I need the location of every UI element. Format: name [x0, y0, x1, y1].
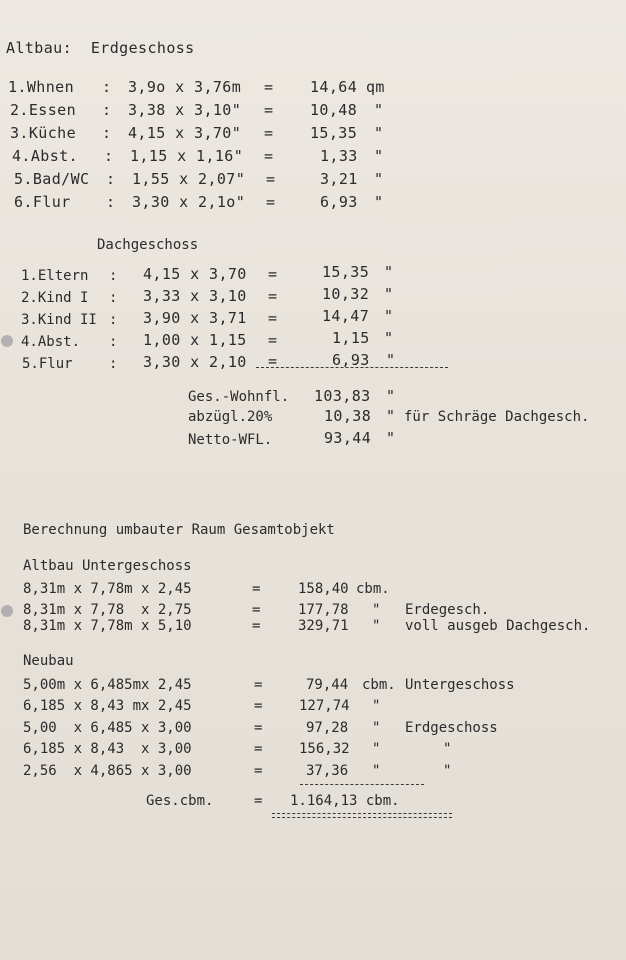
volume-unit: ": [372, 763, 381, 779]
faint-mark: [190, 8, 201, 24]
room-dimensions: 4,15 x 3,70: [143, 265, 247, 283]
row-equals: =: [268, 331, 278, 349]
room-dimensions: 1,55 x 2,07": [132, 170, 246, 188]
totals-note: für Schräge Dachgesch.: [404, 409, 590, 425]
volume-note: Untergeschoss: [405, 677, 515, 693]
row-equals: =: [254, 677, 263, 693]
volume-note: Erdgeschoss: [405, 720, 498, 736]
volume-value: 79,44: [306, 677, 349, 693]
volume-note: ": [443, 763, 452, 779]
double-underline: [272, 813, 452, 818]
grand-total-value: 1.164,13 cbm.: [290, 793, 400, 809]
volume-dimensions: 8,31m x 7,78 x 2,75: [23, 602, 192, 618]
room-unit: qm: [366, 78, 385, 96]
room-name: 2.Essen: [10, 101, 77, 119]
volume-unit: ": [372, 618, 381, 634]
row-equals: =: [252, 581, 261, 597]
totals-label: abzügl.20%: [188, 409, 273, 425]
altbau-ug-heading: Altbau Untergeschoss: [23, 558, 192, 574]
room-name: 3.Küche: [10, 124, 77, 142]
room-dimensions: 1,15 x 1,16": [130, 147, 244, 165]
room-area: 10,48: [310, 101, 358, 119]
volume-dimensions: 5,00m x 6,485mx 2,45: [23, 677, 192, 693]
volume-note: voll ausgeb Dachgesch.: [405, 618, 591, 634]
room-unit: ": [374, 170, 384, 188]
room-area: 15,35: [310, 124, 358, 142]
sum-underline: [300, 784, 424, 785]
punch-hole: [1, 335, 13, 347]
volume-dimensions: 6,185 x 8,43 mx 2,45: [23, 698, 192, 714]
room-unit: ": [384, 263, 394, 281]
room-dimensions: 3,30 x 2,1o": [132, 193, 246, 211]
row-equals: =: [254, 741, 263, 757]
volume-unit: ": [372, 698, 381, 714]
room-area: 1,33: [320, 147, 358, 165]
totals-value: 10,38: [324, 407, 372, 425]
row-colon: :: [104, 147, 114, 165]
room-area: 3,21: [320, 170, 358, 188]
dachgeschoss-heading: Dachgeschoss: [97, 237, 199, 253]
room-area: 14,64: [310, 78, 358, 96]
punch-hole: [1, 605, 13, 617]
volume-unit: cbm.: [362, 677, 396, 693]
row-colon: :: [109, 312, 118, 328]
row-colon: :: [102, 78, 112, 96]
room-unit: ": [374, 147, 384, 165]
room-name: 6.Flur: [14, 193, 71, 211]
row-equals: =: [268, 352, 278, 370]
row-colon: :: [102, 124, 112, 142]
room-unit: ": [386, 351, 396, 369]
totals-unit: ": [386, 387, 396, 405]
row-equals: =: [264, 78, 274, 96]
volume-dimensions: 5,00 x 6,485 x 3,00: [23, 720, 192, 736]
room-unit: ": [374, 124, 384, 142]
volume-note: Erdegesch.: [405, 602, 490, 618]
row-colon: :: [106, 170, 116, 188]
room-dimensions: 1,00 x 1,15: [143, 331, 247, 349]
room-name: 5.Flur: [22, 356, 73, 372]
room-area: 1,15: [332, 329, 370, 347]
totals-value: 103,83: [314, 387, 371, 405]
room-unit: ": [384, 307, 394, 325]
room-dimensions: 4,15 x 3,70": [128, 124, 242, 142]
volume-unit: cbm.: [356, 581, 390, 597]
volume-value: 177,78: [298, 602, 349, 618]
room-name: 4.Abst.: [12, 147, 79, 165]
raum-heading: Berechnung umbauter Raum Gesamtobjekt: [23, 522, 335, 538]
row-equals: =: [264, 147, 274, 165]
altbau-heading: Altbau: Erdgeschoss: [6, 39, 195, 57]
room-area: 14,47: [322, 307, 370, 325]
volume-value: 127,74: [299, 698, 350, 714]
room-area: 6,93: [332, 351, 370, 369]
grand-total-label: Ges.cbm.: [146, 793, 214, 809]
row-colon: :: [109, 268, 118, 284]
volume-unit: ": [372, 741, 381, 757]
volume-dimensions: 6,185 x 8,43 x 3,00: [23, 741, 192, 757]
volume-unit: ": [372, 720, 381, 736]
row-colon: :: [109, 356, 118, 372]
volume-value: 97,28: [306, 720, 349, 736]
room-unit: ": [384, 329, 394, 347]
row-equals: =: [268, 287, 278, 305]
row-colon: :: [102, 101, 112, 119]
room-area: 10,32: [322, 285, 370, 303]
row-equals: =: [264, 101, 274, 119]
volume-value: 37,36: [306, 763, 349, 779]
totals-value: 93,44: [324, 429, 372, 447]
row-equals: =: [254, 698, 263, 714]
room-dimensions: 3,33 x 3,10: [143, 287, 247, 305]
row-colon: :: [109, 290, 118, 306]
row-equals: =: [268, 265, 278, 283]
totals-unit: ": [386, 407, 396, 425]
volume-dimensions: 2,56 x 4,865 x 3,00: [23, 763, 192, 779]
room-name: 5.Bad/WC: [14, 170, 90, 188]
room-area: 6,93: [320, 193, 358, 211]
room-dimensions: 3,38 x 3,10": [128, 101, 242, 119]
totals-label: Netto-WFL.: [188, 432, 273, 448]
room-dimensions: 3,9o x 3,76m: [128, 78, 242, 96]
row-equals: =: [266, 170, 276, 188]
sum-underline: [256, 367, 448, 368]
volume-value: 158,40: [298, 581, 349, 597]
room-dimensions: 3,30 x 2,10: [143, 353, 247, 371]
room-unit: ": [374, 193, 384, 211]
row-equals: =: [266, 193, 276, 211]
row-equals: =: [254, 793, 263, 809]
room-name: 1.Eltern: [21, 268, 89, 284]
row-colon: :: [109, 334, 118, 350]
totals-unit: ": [386, 429, 396, 447]
room-name: 4.Abst.: [21, 334, 81, 350]
row-equals: =: [252, 618, 261, 634]
room-unit: ": [374, 101, 384, 119]
row-equals: =: [264, 124, 274, 142]
totals-label: Ges.-Wohnfl.: [188, 389, 290, 405]
room-name: 3.Kind II: [21, 312, 97, 328]
row-equals: =: [268, 309, 278, 327]
row-colon: :: [106, 193, 116, 211]
room-name: 2.Kind I: [21, 290, 89, 306]
row-equals: =: [254, 720, 263, 736]
room-name: 1.Whnen: [8, 78, 75, 96]
neubau-heading: Neubau: [23, 653, 74, 669]
room-area: 15,35: [322, 263, 370, 281]
volume-note: ": [443, 741, 452, 757]
volume-dimensions: 8,31m x 7,78m x 5,10: [23, 618, 192, 634]
volume-value: 156,32: [299, 741, 350, 757]
room-unit: ": [384, 285, 394, 303]
row-equals: =: [252, 602, 261, 618]
row-equals: =: [254, 763, 263, 779]
volume-dimensions: 8,31m x 7,78m x 2,45: [23, 581, 192, 597]
volume-unit: ": [372, 602, 381, 618]
room-dimensions: 3,90 x 3,71: [143, 309, 247, 327]
volume-value: 329,71: [298, 618, 349, 634]
